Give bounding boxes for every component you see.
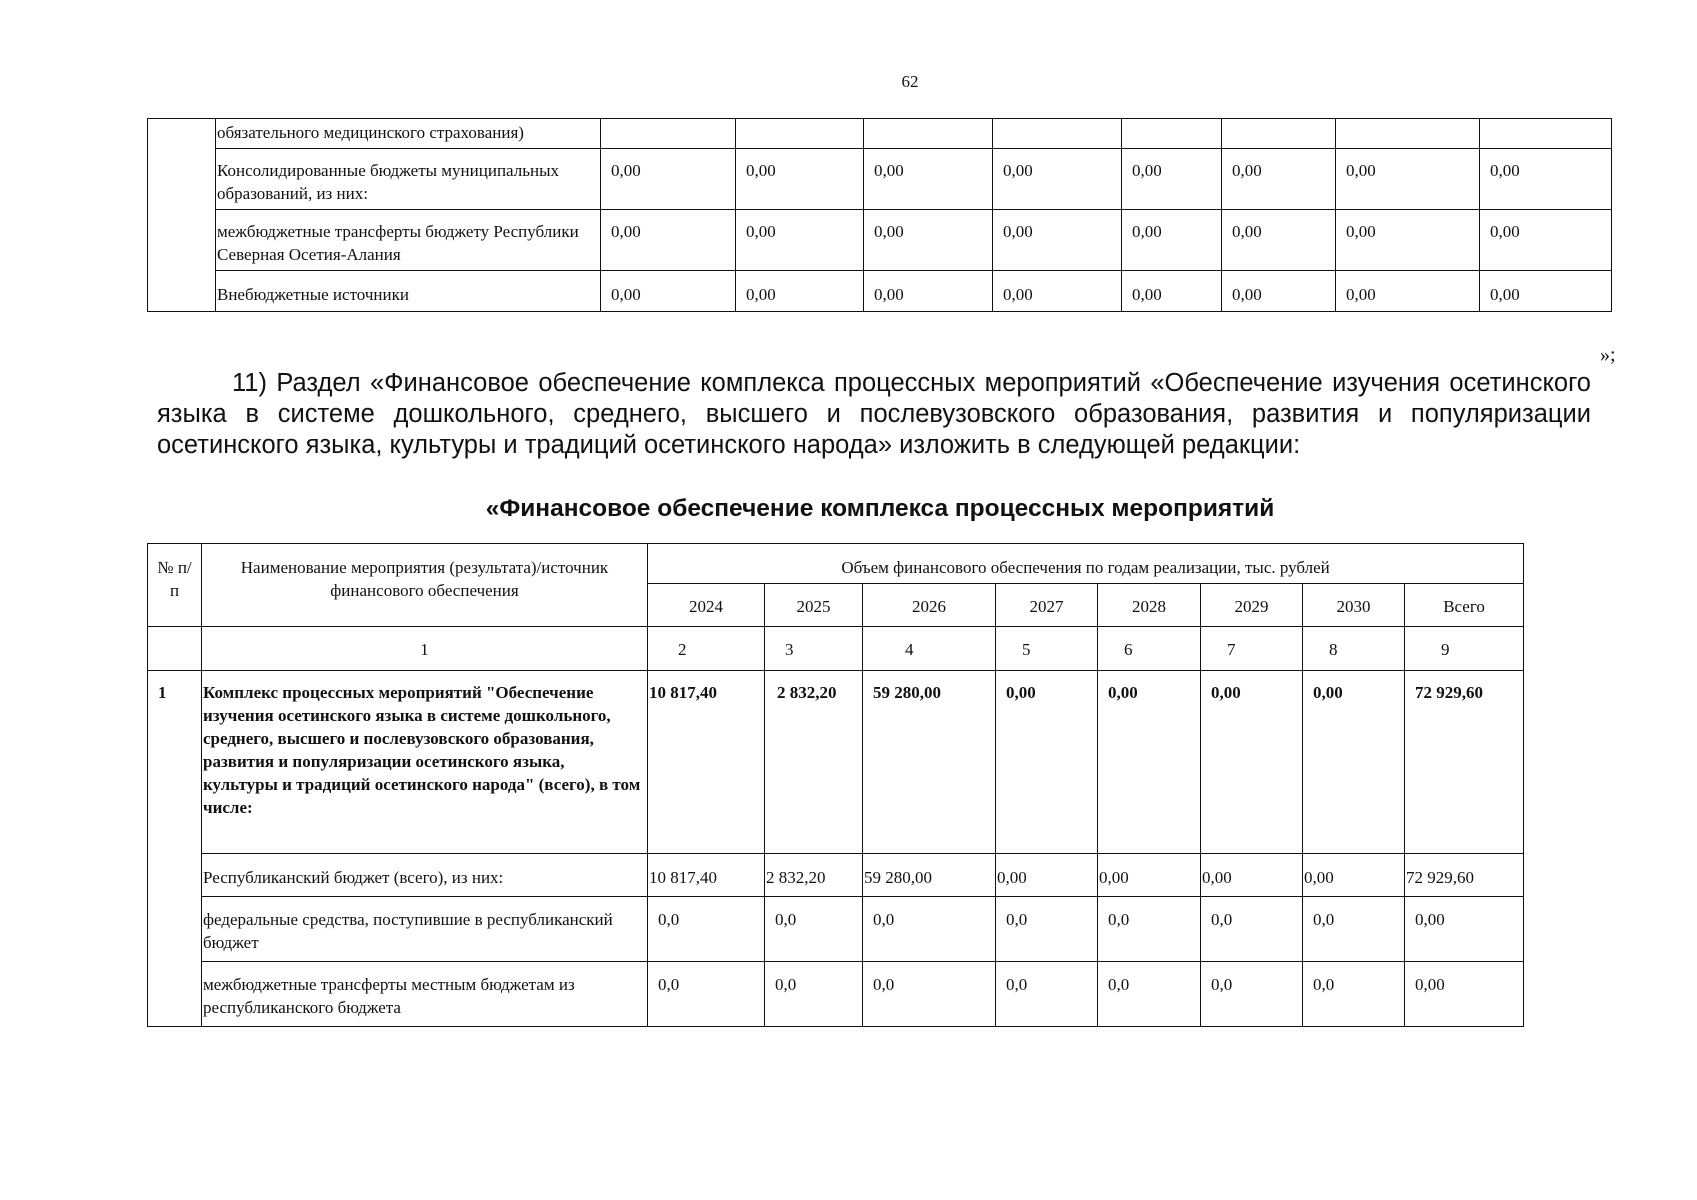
value-cell: 0,00 (601, 210, 736, 271)
value-cell: 0,00 (1405, 962, 1524, 1027)
value-cell: 2 832,20 (765, 671, 863, 854)
value-cell: 0,0 (1098, 897, 1201, 962)
value-cell: 0,00 (996, 854, 1098, 897)
section-heading: «Финансовое обеспечение комплекса процессных мероприятий (485, 495, 1275, 522)
amendment-paragraph: 11) Раздел «Финансовое обеспечение комплекса процессных мероприятий «Обеспечение изучения осетинского языка в системе дошкольного, среднего, высшего и послевузовского образования, развития и популяризации осетинского языка, культуры и традиций осетинского народа» изложить в следующей редакции: (157, 369, 1591, 459)
year-header: 2028 (1098, 584, 1201, 627)
value-cell (864, 119, 993, 149)
value-cell: 0,0 (1303, 897, 1405, 962)
value-cell: 0,00 (601, 149, 736, 210)
value-cell: 0,00 (996, 671, 1098, 854)
value-cell: 0,00 (1098, 671, 1201, 854)
value-cell: 0,00 (1222, 149, 1336, 210)
year-header: 2025 (765, 584, 863, 627)
value-cell: 0,00 (736, 210, 864, 271)
year-header: 2030 (1303, 584, 1405, 627)
value-cell: 0,00 (1480, 271, 1612, 312)
col-number-header: № п/п (148, 544, 202, 627)
value-cell: 0,00 (736, 149, 864, 210)
table-row (148, 671, 1524, 854)
value-cell: 0,00 (1122, 149, 1222, 210)
closing-quote: »; (1600, 344, 1616, 366)
table-row (148, 149, 1612, 210)
value-cell: 0,00 (1336, 149, 1480, 210)
value-cell (1222, 119, 1336, 149)
value-cell: 2 832,20 (765, 854, 863, 897)
value-cell: 0,00 (1222, 271, 1336, 312)
empty-cell (148, 627, 202, 671)
value-cell: 72 929,60 (1405, 854, 1524, 897)
row-name-cell: Консолидированные бюджеты муниципальных образований, из них: (216, 149, 601, 210)
value-cell: 0,0 (1201, 962, 1303, 1027)
value-cell: 0,00 (1201, 854, 1303, 897)
value-cell (601, 119, 736, 149)
value-cell: 0,00 (864, 149, 993, 210)
row-name-cell: Внебюджетные источники (216, 271, 601, 312)
table-row (148, 962, 1524, 1027)
value-cell: 0,00 (1480, 210, 1612, 271)
value-cell: 0,00 (736, 271, 864, 312)
value-cell (993, 119, 1122, 149)
col-name-header: Наименование мероприятия (результата)/источник финансового обеспечения (202, 544, 648, 627)
row-number: 1 (148, 671, 202, 1027)
value-cell: 0,00 (864, 271, 993, 312)
value-cell: 59 280,00 (863, 854, 996, 897)
table-row (148, 854, 1524, 897)
value-cell: 10 817,40 (648, 854, 765, 897)
value-cell: 0,00 (1405, 897, 1524, 962)
value-cell: 0,00 (993, 149, 1122, 210)
row-name: межбюджетные трансферты местным бюджетам из республиканского бюджета (202, 962, 648, 1027)
row-number-cell (148, 119, 216, 312)
value-cell: 0,00 (1201, 671, 1303, 854)
value-cell: 0,0 (648, 962, 765, 1027)
column-number: 5 (996, 627, 1098, 671)
value-cell: 0,0 (1303, 962, 1405, 1027)
column-number: 9 (1405, 627, 1524, 671)
value-cell: 0,00 (864, 210, 993, 271)
column-number: 3 (765, 627, 863, 671)
value-cell: 0,00 (601, 271, 736, 312)
column-number: 1 (202, 627, 648, 671)
value-cell: 0,0 (996, 897, 1098, 962)
value-cell (1122, 119, 1222, 149)
value-cell: 0,00 (1122, 271, 1222, 312)
table-row (148, 897, 1524, 962)
value-cell: 0,00 (1222, 210, 1336, 271)
row-name-cell: обязательного медицинского страхования) (216, 119, 601, 149)
row-name-cell: межбюджетные трансферты бюджету Республики Северная Осетия-Алания (216, 210, 601, 271)
value-cell: 59 280,00 (863, 671, 996, 854)
value-cell: 0,0 (996, 962, 1098, 1027)
value-cell (1336, 119, 1480, 149)
financing-table (147, 543, 1524, 1027)
column-number: 4 (863, 627, 996, 671)
value-cell: 0,00 (1303, 671, 1405, 854)
table-row (148, 210, 1612, 271)
value-cell: 0,0 (1098, 962, 1201, 1027)
value-cell: 0,0 (863, 962, 996, 1027)
column-numbers-row (148, 627, 1524, 671)
row-name: федеральные средства, поступившие в республиканский бюджет (202, 897, 648, 962)
table-row (148, 119, 1612, 149)
continuation-table (147, 118, 1612, 312)
column-number: 6 (1098, 627, 1201, 671)
value-cell: 0,00 (1336, 210, 1480, 271)
value-cell: 0,00 (1122, 210, 1222, 271)
header-row (148, 544, 1524, 584)
col-volume-header: Объем финансового обеспечения по годам реализации, тыс. рублей (648, 544, 1524, 584)
row-name: Комплекс процессных мероприятий "Обеспечение изучения осетинского языка в системе дошкольного, среднего, высшего и послевузовского образования, развития и популяризации осетинского языка, культуры и традиций осетинского народа" (всего), в том числе: (202, 671, 648, 854)
value-cell (736, 119, 864, 149)
value-cell (1480, 119, 1612, 149)
table-row (148, 271, 1612, 312)
value-cell: 0,00 (1336, 271, 1480, 312)
total-header: Всего (1405, 584, 1524, 627)
row-name: Республиканский бюджет (всего), из них: (202, 854, 648, 897)
value-cell: 0,0 (765, 962, 863, 1027)
year-header: 2024 (648, 584, 765, 627)
column-number: 2 (648, 627, 765, 671)
value-cell: 72 929,60 (1405, 671, 1524, 854)
year-header: 2029 (1201, 584, 1303, 627)
value-cell: 10 817,40 (648, 671, 765, 854)
value-cell: 0,00 (993, 210, 1122, 271)
value-cell: 0,00 (1303, 854, 1405, 897)
value-cell: 0,00 (993, 271, 1122, 312)
value-cell: 0,0 (1201, 897, 1303, 962)
column-number: 8 (1303, 627, 1405, 671)
value-cell: 0,0 (765, 897, 863, 962)
year-header: 2027 (996, 584, 1098, 627)
value-cell: 0,00 (1098, 854, 1201, 897)
page-number: 62 (901, 72, 919, 91)
column-number: 7 (1201, 627, 1303, 671)
value-cell: 0,00 (1480, 149, 1612, 210)
year-header: 2026 (863, 584, 996, 627)
value-cell: 0,0 (648, 897, 765, 962)
value-cell: 0,0 (863, 897, 996, 962)
